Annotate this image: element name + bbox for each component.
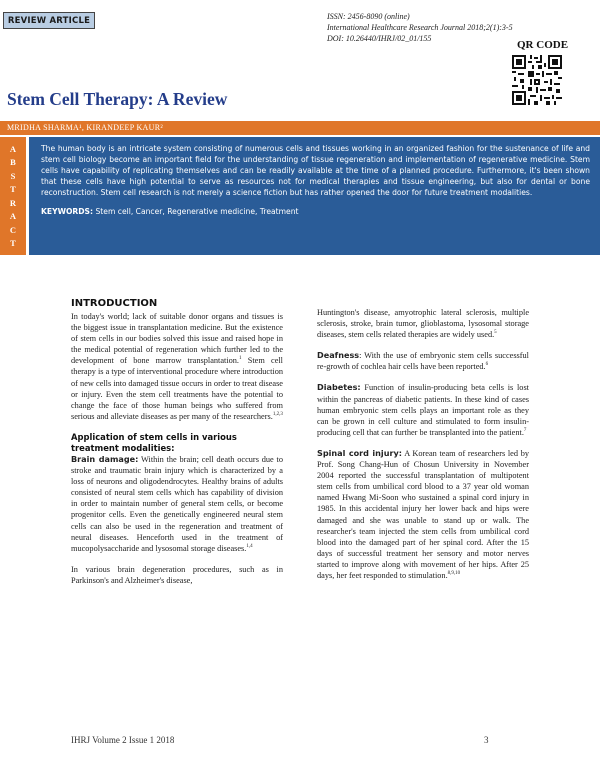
- abstract-vertical-label: [0, 137, 26, 255]
- brain-damage-text: Within the brain; cell death occurs due to stroke and traumatic brain injury which is characterized by a loss of neurons and oligodendrocytes. Healthy brains of adults consisted of neural stem cells which has capability of division in order to maintain number of general stem cells, or become progenitor cells. Even the genetically engineered neural stem cells can also be used in the regeneration and treatment of neural diseases. Henceforth used in the treatment of mucopolysaccharide and lysosomal storage diseases.: [71, 454, 283, 553]
- spinal-cord-label: Spinal cord injury:: [317, 447, 402, 458]
- citation-ref[interactable]: 1: [239, 356, 242, 362]
- citation-ref[interactable]: 6: [485, 362, 489, 368]
- footer-journal: IHRJ Volume 2 Issue 1 2018: [71, 735, 175, 745]
- applications-heading: Application of stem cells in various treatment modalities:: [71, 431, 237, 453]
- diabetes-text: Function of insulin-producing beta cells is lost within the pancreas of diabetic patients. In these kind of cases human embryonic stem cells plays an important role as they can be grown in cell culture and stimulated to form insulin-producing cell that can further be transplanted into the patient.: [317, 383, 529, 437]
- left-column: [71, 298, 283, 586]
- citation-ref[interactable]: 7: [523, 428, 527, 434]
- keywords-label: KEYWORDS:: [41, 207, 94, 216]
- deafness-label: Deafness: [317, 350, 360, 361]
- abstract-letter: R: [9, 197, 17, 208]
- introduction-paragraph: [71, 311, 283, 422]
- abstract-letter: A: [9, 211, 17, 222]
- abstract-letter: S: [10, 170, 16, 181]
- abstract-letter: T: [10, 238, 16, 249]
- abstract-letter: A: [9, 143, 17, 154]
- diabetes-paragraph: [317, 382, 529, 437]
- review-article-badge: REVIEW ARTICLE: [3, 12, 95, 29]
- citation-ref[interactable]: 1,2,3: [272, 412, 283, 418]
- page-number: 3: [484, 735, 489, 745]
- abstract-text: The human body is an intricate system consisting of numerous cells and tissues working in an organized fashion for the sustenance of life and stem cell biology become an important field for the understanding of tissue regeneration and implementation of regenerative medicine. Stem cells have capability of replicating themselves and can be readily available at the time of a planned procedure. Furthermore, it's been shown that these cells have high potential to serve as resources not for medical therapies and tissue engineering, but also for dental or bone reconstruction. Stem cell research is not merely a science fiction but has rather opened the door for future treatment modalities.: [41, 144, 590, 197]
- article-title: Stem Cell Therapy: A Review: [7, 89, 228, 109]
- citation-ref[interactable]: 1,4: [246, 543, 253, 549]
- citation-line: International Healthcare Research Journal 2018;2(1):3-5: [327, 23, 513, 32]
- right-column: [317, 298, 529, 581]
- degeneration-continued: [317, 307, 529, 340]
- qr-code-label: QR CODE: [517, 39, 569, 51]
- degeneration-cont-text: Huntington's disease, amyotrophic lateral sclerosis, multiple sclerosis, stroke, brain tumor, glioblastoma, lysosomal storage diseases, stem cells related therapies are widely used.: [317, 308, 529, 340]
- abstract-letter: B: [10, 157, 16, 168]
- abstract-box: [29, 137, 600, 255]
- abstract-letter: T: [10, 184, 16, 195]
- keywords: [41, 206, 590, 217]
- spinal-cord-paragraph: [317, 448, 529, 581]
- authors: MRIDHA SHARMA¹, KIRANDEEP KAUR²: [7, 123, 164, 132]
- brain-damage-label: Brain damage:: [71, 453, 139, 464]
- deafness-text: : With the use of embryonic stem cells successful re-growth of cochlea hair cells have been reported.: [317, 351, 529, 372]
- qr-code-image[interactable]: [512, 55, 562, 105]
- introduction-heading: INTRODUCTION: [71, 298, 158, 309]
- diabetes-label: Diabetes:: [317, 382, 361, 393]
- citation-ref[interactable]: 5: [494, 330, 497, 336]
- abstract-letter: C: [9, 224, 17, 235]
- degeneration-paragraph: In various brain degeneration procedures, such as in Parkinson's and Alzheimer's disease,: [71, 564, 283, 585]
- spinal-cord-text: A Korean team of researchers led by Prof. Song Chang-Hun of Chosun University in November 2004 reported the successful transplantation of multipotent stem cells from umbilical cord blood to a 37 year old woman named Hwang Mi-Soon who sustained a spinal cord injury in 1985. In this accidental injury her lower back and hips were damaged and she was unable to stand up or walk. The researcher's team injected the stem cells from umbilical cord blood into the damaged part of her spinal cord. After the 15 days of successful treatment her sensory and motor nerves started to improve along with movement of her hips. After 25 days, her feet responded to stimulation.: [317, 448, 529, 580]
- citation-ref[interactable]: 8,9,10: [447, 571, 461, 577]
- brain-damage-paragraph: [71, 454, 283, 554]
- intro-text-cont: Stem cell therapy is a type of interventional procedure where introduction of new cells into damaged tissue occurs in order to treat disease or injury. Even the stem cell treatments have the potential to change the face of those human beings who suffered from serious and alleviate diseases as per many of the researchers.: [71, 356, 283, 421]
- keywords-list: Stem cell, Cancer, Regenerative medicine, Treatment: [95, 207, 299, 216]
- deafness-paragraph: [317, 350, 529, 372]
- authors-bar: [0, 121, 600, 135]
- issn-line: ISSN: 2456-8090 (online): [327, 12, 410, 21]
- doi-line[interactable]: DOI: 10.26440/IHRJ/02_01/155: [327, 34, 432, 43]
- intro-text: In today's world; lack of suitable donor organs and tissues is the biggest issue in transplantation medicine. But the existence of stem cells in our bodies solved this issue and raised hope in the medical potential of regeneration which further led to the development of bone marrow transplantation.: [71, 312, 283, 366]
